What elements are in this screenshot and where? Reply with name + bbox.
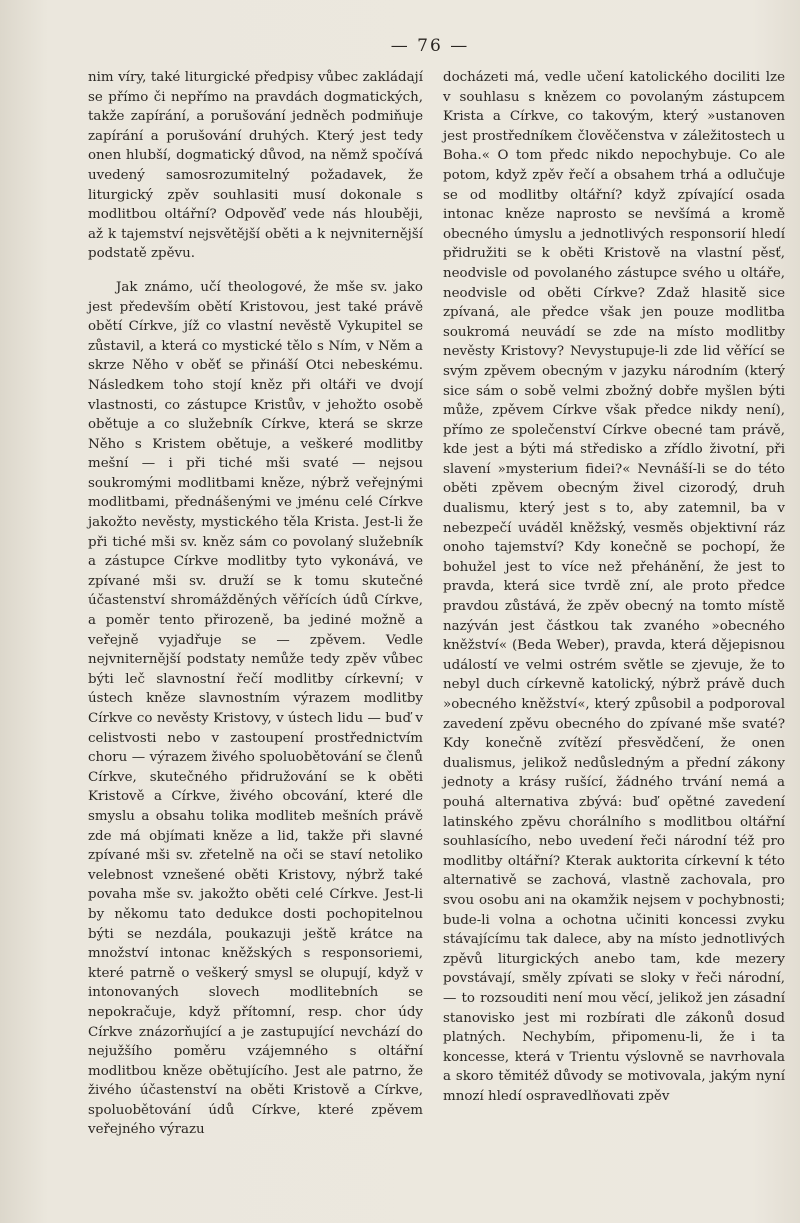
left-column [88,68,423,1140]
right-column [443,68,785,1106]
left-paragraph-2: Jak známo, učí theologové, že mše sv. jako jest především obětí Kristovou, jest také právě obětí Církve, jíž co vlastní nevěstě Vykupitel se zůstavil, a která co mystické tělo s Ním, v Něm a skrze Něho v oběť se přináší Otci nebeskému. Následkem toho stojí kněz při oltáři ve dvojí vlastnosti, co zástupce Kristův, v jehožto osobě obětuje a co služebník Církve, která se skrze Něho s Kristem obětuje, a veškeré modlitby mešní — i při tiché mši svaté — nejsou soukromými modlitbami kněze, nýbrž veřejnými modlitbami, přednášenými ve jménu celé Církve jakožto nevěsty, mystického těla Krista. Jest-li že při tiché mši sv. kněz sám co povolaný služebník a zástupce Církve modlitby tyto vykonává, ve zpívané mši sv. druží se k tomu skutečné účastenství shromážděných věřících údů Církve, a poměr tento přirozeně, ba jediné možně a veřejně vyjadřuje se — zpěvem. Vedle nejvniternější podstaty nemůže tedy zpěv vůbec býti leč slavnostní řečí modlitby církevní; v ústech kněze slavnostním výrazem modlitby Církve co nevěsty Kristovy, v ústech lidu — buď v celistvosti nebo v zastoupení prostřednictvím choru — výrazem živého spoluobětování se členů Církve, skutečného přidružování se k oběti Kristově a Církve, živého obcování, které dle smyslu a obsahu tolika modliteb mešních právě zde má objímati kněze a lid, takže při slavné zpívané mši sv. zřetelně na oči se staví netoliko velebnost vznešené oběti Kristovy, nýbrž také povaha mše sv. jakožto oběti celé Církve. Jest-li by někomu tato dedukce dosti pochopitelnou býti se nezdála, poukazuji ještě krátce na množství intonac kněžských s responsoriemi, které patrně o veškerý smysl se olupují, když v intonovaných slovech modlitebních se nepokračuje, když přítomní, resp. chor údy Církve znázorňující a je zastupující nevchází do nejužšího poměru vzájemného s oltářní modlitbou kněze obětujícího. Jest ale patrno, že živého účastenství na oběti Kristově a Církve, spoluobětování údů Církve, které zpěvem veřejného výrazu [88,279,423,1138]
page-number: — 76 — [390,36,470,56]
left-paragraph-1: nim víry, také liturgické předpisy vůbec zakládají se přímo či nepřímo na pravdách dogmatických, takže zapírání, a porušování jedněch podmiňuje zapírání a porušování druhých. Který jest tedy onen hlubší, dogmatický důvod, na němž spočívá uvedený samosrozumitelný požadavek, že liturgický zpěv souhlasiti musí dokonale s modlitbou oltářní? Odpověď vede nás hlouběji, až k tajemství nejsvětější oběti a k nejvniternější podstatě zpěvu. [88,70,423,262]
right-paragraph-1: docházeti má, vedle učení katolického dociliti lze v souhlasu s knězem co povolaným zástupcem Krista a Církve, co takovým, který »ustanoven jest prostředníkem člověčenstva v záležitostech u Boha.« O tom předc nikdo nepochybuje. Co ale potom, když zpěv řečí a obsahem trhá a odlučuje se od modlitby oltářní? když zpívající osada intonac kněze naprosto se nevšímá a kromě obecného úmyslu a jednotlivých responsorií hledí přidružiti se k oběti Kristově na vlastní pěsť, neodvisle od povolaného zástupce svého u oltáře, neodvisle od oběti Církve? Zdaž hlasitě sice zpívaná, ale předce však jen pouze modlitba soukromá neuvádí se zde na místo modlitby nevěsty Kristovy? Nevystupuje-li zde lid věřící se svým zpěvem obecným v jazyku národním (který sice sám o sobě velmi zbožný dobře myšlen býti může, zpěvem Církve však předce nikdy není), přímo ze společenství Církve obecné tam právě, kde jest a býti má středisko a zřídlo životní, při slavení »mysterium fidei?« Nevnáší-li se do této oběti zpěvem obecným živel cizorodý, druh dualismu, který jest s to, aby zatemnil, ba v nebezpečí uváděl kněžský, vesměs objektivní ráz onoho tajemství? Kdy konečně se pochopí, že bohužel jest to více než přehánění, že jest to pravda, která sice tvrdě zní, ale proto předce pravdou zůstává, že zpěv obecný na tomto místě nazýván jest částkou tak zvaného »obecného kněžství« (Beda Weber), pravda, která dějepisnou událostí ve velmi ostrém světle se zjevuje, že to nebyl duch církevně katolický, nýbrž právě duch »obecného kněžství«, který způsobil a podporoval zavedení zpěvu obecného do zpívané mše svaté? Kdy konečně zvítězí přesvědčení, že onen dualismus, jelikož nedůsledným a přední zákony jednoty a krásy rušící, žádného trvání nemá a pouhá alternativa zbývá: buď opětné zavedení latinského zpěvu chorálního s modlitbou oltářní souhlasícího, nebo uvedení řeči národní též pro modlitby oltářní? Kterak auktorita církevní k této alternativě se zachová, vlastně zachovala, pro svou osobu ani na okamžik nejsem v pochybnosti; bude-li volna a ochotna učiniti koncessi zvyku stávajícímu tak dalece, aby na místo jednotlivých zpěvů liturgických anebo tam, kde mezery povstávají, směly zpívati se sloky v řeči národní, — to rozsouditi není mou věcí, jelikož jen zásadní stanovisko jest mi rozbírati dle zákonů dosud platných. Nechybím, připomenu-li, že i ta koncesse, která v Trientu výslovně se navrhovala a skoro těmitéž důvody se motivovala, jakým nyní mnozí hledí ospravedlňovati zpěv [443,70,785,1104]
